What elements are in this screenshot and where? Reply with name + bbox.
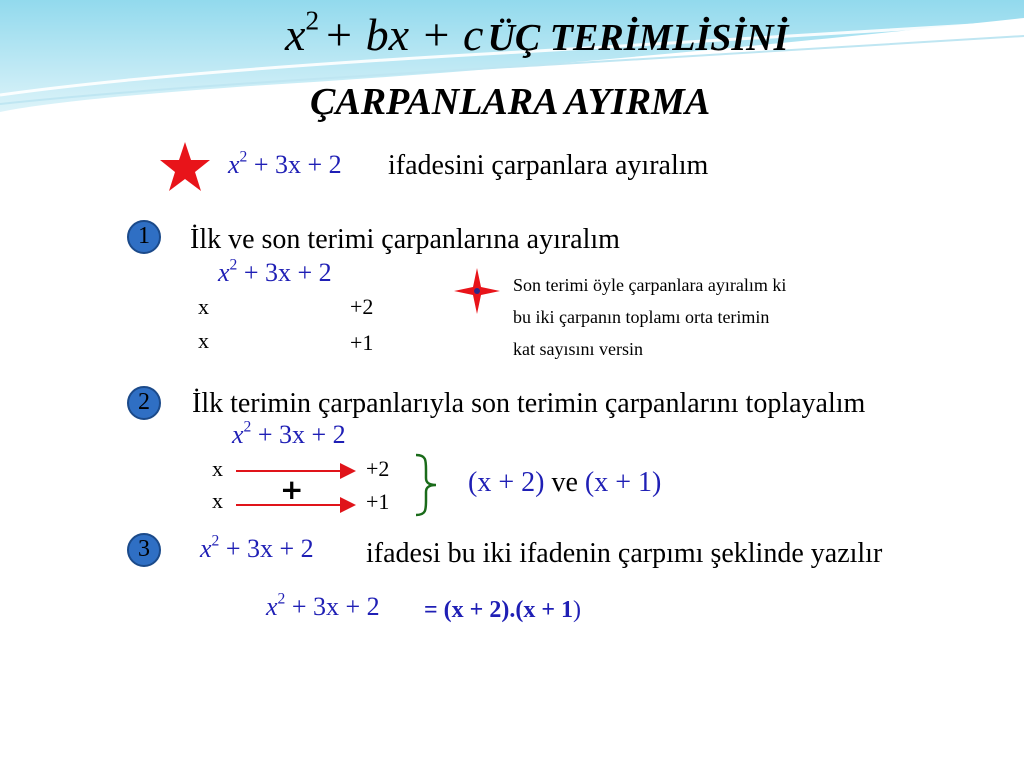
star-icon — [158, 140, 212, 194]
step-1-right-factor: +1 — [350, 330, 374, 355]
final-result — [424, 597, 581, 624]
step-1-badge: 1 — [127, 220, 161, 254]
final-expression: $x^2 + 3x + 2$ — [266, 590, 380, 621]
final-result-close: ) — [573, 597, 582, 623]
step-1-expression: $x^2 + 3x + 2$ — [218, 256, 332, 287]
intro-expression: $x^2 + 3x + 2$ — [228, 148, 342, 179]
title-line1-text: ÜÇ TERİMLİSİNİ — [487, 17, 789, 59]
page-title-line2: ÇARPANLARA AYIRMA — [310, 81, 711, 123]
step-1-note-line: kat sayısını versin — [513, 339, 643, 359]
step-1-note-line: Son terimi öyle çarpanlara ayıralım ki — [513, 275, 787, 295]
title-expr-rest: + bx + c — [323, 9, 484, 60]
step-3-badge: 3 — [127, 533, 161, 567]
intro-text: ifadesini çarpanlara ayıralım — [388, 150, 709, 181]
factor-2: (x + 1) — [584, 467, 662, 498]
page-title-line1 — [285, 4, 789, 61]
step-1-left-factor: x — [198, 328, 209, 353]
step-3-text: ifadesi bu iki ifadenin çarpımı şeklinde yazılır — [366, 538, 883, 569]
compass-star-icon — [452, 266, 502, 316]
right-brace-icon — [412, 452, 440, 518]
ve-word: ve — [551, 467, 578, 498]
step-1-left-factor: x — [198, 294, 209, 319]
step-2-right-factor: +2 — [366, 456, 390, 481]
step-3-expression: $x^2 + 3x + 2$ — [200, 532, 314, 563]
final-result-text: = (x + 2).(x + 1 — [424, 597, 574, 623]
factor-1: (x + 2) — [468, 467, 545, 498]
step-2-right-factor: +1 — [366, 489, 390, 514]
step-1-heading: İlk ve son terimi çarpanlarına ayıralım — [190, 224, 620, 255]
title-expr-exponent: 2 — [305, 4, 320, 36]
step-2-heading: İlk terimin çarpanlarıyla son terimin çarpanlarını toplayalım — [192, 388, 866, 419]
step-2-left-factor: x — [212, 488, 223, 513]
title-expr-x: x — [285, 9, 306, 60]
step-1-note-line: bu iki çarpanın toplamı orta terimin — [513, 307, 770, 327]
step-2-result — [468, 467, 661, 499]
step-2-badge: 2 — [127, 386, 161, 420]
step-2-plus-sign: + — [280, 473, 304, 506]
step-2-left-factor: x — [212, 456, 223, 481]
step-2-expression: $x^2 + 3x + 2$ — [232, 418, 346, 449]
step-1-note — [513, 269, 786, 365]
step-1-right-factor: +2 — [350, 294, 374, 319]
